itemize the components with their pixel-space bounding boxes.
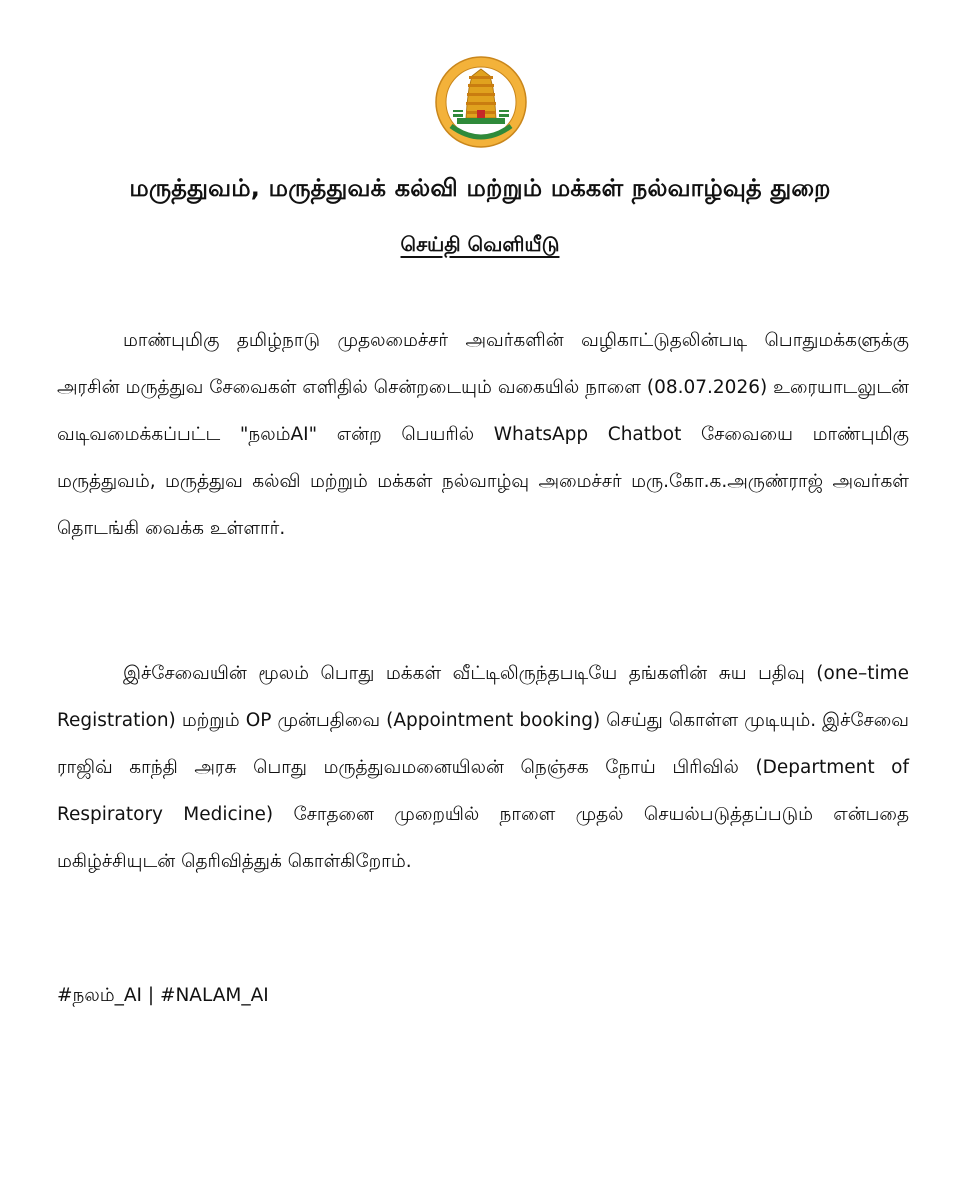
tamil-nadu-emblem-icon <box>433 52 529 152</box>
press-release-heading <box>0 232 960 259</box>
press-release-label: செய்தி வெளியீடு <box>400 232 560 256</box>
department-title: மருத்துவம், மருத்துவக் கல்வி மற்றும் மக்கள் நல்வாழ்வுத் துறை <box>129 174 831 202</box>
body-paragraph-2: இச்சேவையின் மூலம் பொது மக்கள் வீட்டிலிருந்தபடியே தங்களின் சுய பதிவு (one–time Registration) மற்றும் OP முன்பதிவை (Appointment booking) செய்து கொள்ள முடியும். இச்சேவை ராஜிவ் காந்தி அரசு பொது மருத்துவமனையிலன் நெஞ்சக நோய் பிரிவில் (Department of Respiratory Medicine) சோதனை முறையில் நாளை முதல் செயல்படுத்தப்படும் என்பதை மகிழ்ச்சியுடன் தெரிவித்துக் கொள்கிறோம். <box>57 663 909 872</box>
body-paragraph-1: மாண்புமிகு தமிழ்நாடு முதலமைச்சர் அவர்களின் வழிகாட்டுதலின்படி பொதுமக்களுக்கு அரசின் மருத்துவ சேவைகள் எளிதில் சென்றடையும் வகையில் நாளை (08.07.2026) உரையாடலுடன் வடிவமைக்கப்பட்ட "நலம்AI" என்ற பெயரில் WhatsApp Chatbot சேவையை மாண்புமிகு மருத்துவம், மருத்துவ கல்வி மற்றும் மக்கள் நல்வாழ்வு அமைச்சர் மரு.கோ.க.அருண்ராஜ் அவர்கள் தொடங்கி வைக்க உள்ளார். <box>57 330 909 539</box>
hashtags: #நலம்_AI | #NALAM_AI <box>57 985 269 1006</box>
